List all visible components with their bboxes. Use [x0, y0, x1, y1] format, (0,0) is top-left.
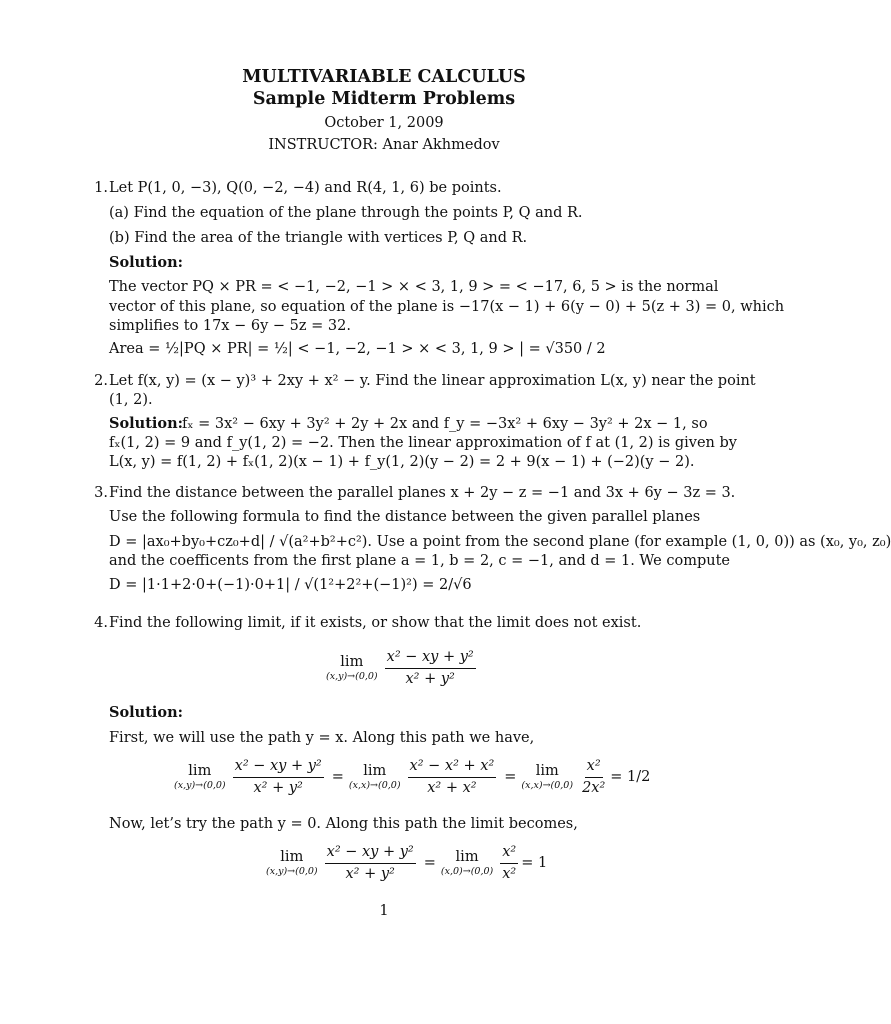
- limit-operator: [326, 653, 378, 683]
- document-date: October 1, 2009: [324, 115, 444, 131]
- solution-area-formula: Area = ½|PQ × PR| = ½| < −1, −2, −1 > × < 3, 1, 9 > | = √350 / 2: [109, 341, 606, 357]
- solution-line: The vector PQ × PR = < −1, −2, −1 > × < 3, 1, 9 > = < −17, 6, 5 > is the normal: [109, 279, 719, 295]
- fraction: [580, 757, 607, 798]
- fraction: [385, 648, 476, 689]
- solution-line: Use the following formula to find the distance between the given parallel planes: [109, 509, 701, 525]
- document-subtitle: Sample Midterm Problems: [252, 89, 516, 109]
- problem-statement: Let f(x, y) = (x − y)³ + 2xy + x² − y. Find the linear approximation L(x, y) near the point: [109, 373, 756, 389]
- limit-word: lim: [455, 849, 479, 866]
- limit-operator: [349, 762, 401, 792]
- limit-result: = 1: [521, 854, 548, 871]
- distance-formula: D = |ax₀+by₀+cz₀+d| / √(a²+b²+c²). Use a point from the second plane (for example (1, 0, 0)) as (x₀, y₀, z₀): [109, 534, 891, 550]
- solution-label: Solution:: [109, 254, 183, 271]
- problem-number: 1.: [94, 180, 108, 196]
- page-number: 1: [379, 903, 389, 919]
- solution-line: vector of this plane, so equation of the plane is −17(x − 1) + 6(y − 0) + 5(z + 3) = 0, which: [109, 299, 785, 315]
- fraction-denominator: x² + x²: [427, 779, 477, 796]
- solution-label: Solution:: [109, 704, 183, 721]
- equals-sign: =: [504, 768, 517, 785]
- problem-statement: (1, 2).: [109, 392, 153, 408]
- problem-statement: Find the distance between the parallel planes x + 2y − z = −1 and 3x + 6y − 3z = 3.: [109, 485, 736, 501]
- equals-sign: =: [423, 854, 436, 871]
- limit-subscript: (x,y)→(0,0): [174, 780, 226, 792]
- document-instructor: INSTRUCTOR: Anar Akhmedov: [268, 137, 500, 153]
- fraction: [408, 757, 497, 798]
- solution-line: fₓ(1, 2) = 9 and f_y(1, 2) = −2. Then the linear approximation of f at (1, 2) is given by: [109, 435, 737, 451]
- problem-number: 3.: [94, 485, 108, 501]
- limit-operator: [174, 762, 226, 792]
- limit-word: lim: [280, 849, 304, 866]
- fraction: [325, 843, 416, 884]
- limit-subscript: (x,x)→(0,0): [521, 780, 574, 792]
- fraction: [500, 843, 518, 884]
- solution-line: L(x, y) = f(1, 2) + fₓ(1, 2)(x − 1) + f_y(1, 2)(y − 2) = 2 + 9(x − 1) + (−2)(y − 2).: [109, 454, 695, 470]
- solution-line: First, we will use the path y = x. Along this path we have,: [109, 730, 535, 746]
- fraction-numerator: x² − xy + y²: [385, 648, 476, 669]
- limit-word: lim: [535, 763, 559, 780]
- solution-label: Solution:: [109, 415, 183, 432]
- problem-statement: Let P(1, 0, −3), Q(0, −2, −4) and R(4, 1, 6) be points.: [109, 180, 502, 196]
- limit-word: lim: [340, 654, 364, 671]
- limit-result: = 1/2: [610, 768, 651, 785]
- limit-subscript: (x,y)→(0,0): [326, 671, 378, 683]
- solution-line: fₓ = 3x² − 6xy + 3y² + 2y + 2x and f_y = −3x² + 6xy − 3y² + 2x − 1, so: [182, 416, 708, 432]
- fraction: [233, 757, 324, 798]
- limit-expression: [326, 648, 479, 689]
- problem-statement: Find the following limit, if it exists, or show that the limit does not exist.: [109, 615, 642, 631]
- fraction-denominator: x² + y²: [253, 779, 303, 796]
- limit-operator: [266, 848, 318, 878]
- solution-line: simplifies to 17x − 6y − 5z = 32.: [109, 318, 351, 334]
- limit-word: lim: [188, 763, 212, 780]
- problem-part-a: (a) Find the equation of the plane through the points P, Q and R.: [109, 205, 583, 221]
- limit-subscript: (x,0)→(0,0): [440, 866, 494, 878]
- problem-part-b: (b) Find the area of the triangle with vertices P, Q and R.: [109, 230, 528, 246]
- equals-sign: =: [331, 768, 344, 785]
- solution-line: and the coefficents from the first plane a = 1, b = 2, c = −1, and d = 1. We compute: [109, 553, 730, 569]
- limit-operator: [521, 762, 573, 792]
- distance-computation: D = |1·1+2·0+(−1)·0+1| / √(1²+2²+(−1)²) = 2/√6: [109, 577, 472, 593]
- limit-operator: [441, 848, 493, 878]
- limit-path-y-equals-0: [266, 843, 547, 884]
- fraction-numerator: x² − xy + y²: [233, 757, 324, 778]
- limit-path-y-equals-x: [174, 757, 650, 798]
- fraction-numerator: x² − x² + x²: [408, 757, 497, 778]
- fraction-numerator: x² − xy + y²: [325, 843, 416, 864]
- limit-subscript: (x,y)→(0,0): [266, 866, 318, 878]
- fraction-denominator: x² + y²: [345, 865, 395, 882]
- fraction-numerator: x²: [500, 843, 518, 864]
- fraction-denominator: x² + y²: [405, 670, 455, 687]
- document-title: MULTIVARIABLE CALCULUS: [242, 67, 526, 87]
- limit-word: lim: [363, 763, 387, 780]
- solution-line: Now, let’s try the path y = 0. Along this path the limit becomes,: [109, 816, 578, 832]
- fraction-denominator: x²: [502, 865, 517, 882]
- fraction-denominator: 2x²: [582, 779, 606, 796]
- problem-number: 2.: [94, 373, 108, 389]
- fraction-numerator: x²: [585, 757, 603, 778]
- problem-number: 4.: [94, 615, 108, 631]
- limit-subscript: (x,x)→(0,0): [348, 780, 401, 792]
